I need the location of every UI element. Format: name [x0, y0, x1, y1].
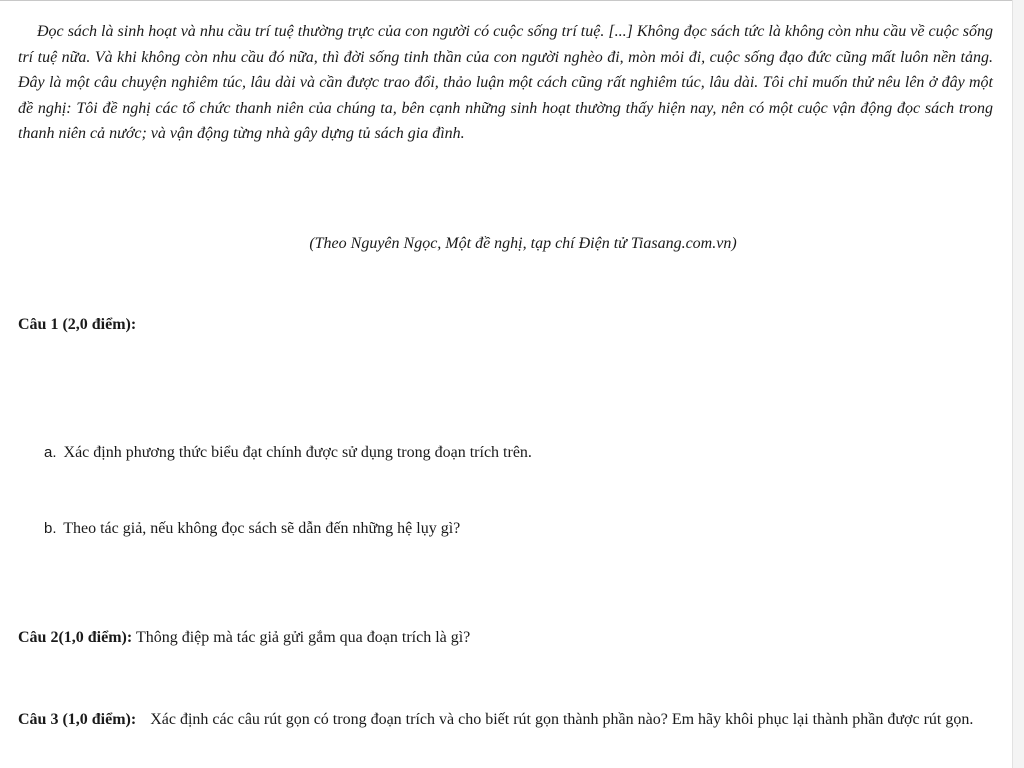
question-1b-text: Theo tác giả, nếu không đọc sách sẽ dẫn đến những hệ lụy gì?	[63, 520, 461, 537]
question-1a-text: Xác định phương thức biểu đạt chính được sử dụng trong đoạn trích trên.	[63, 444, 532, 461]
passage-citation: (Theo Nguyên Ngọc, Một đề nghị, tạp chí Điện tử Tiasang.com.vn)	[309, 235, 737, 252]
question-3	[18, 707, 993, 733]
vertical-scrollbar[interactable]	[1012, 0, 1024, 768]
question-2-text: Thông điệp mà tác giả gửi gắm qua đoạn trích là gì?	[135, 629, 471, 646]
question-1-heading: Câu 1 (2,0 điểm):	[18, 316, 137, 333]
reading-passage: Đọc sách là sinh hoạt và nhu cầu trí tuệ thường trực của con người có cuộc sống trí tuệ. [...] Không đọc sách tức là không còn nhu cầu về cuộc sống trí tuệ nữa. Và khi không còn nhu cầu đó nữa, thì đời sống tinh thần của con người nghèo đi, mòn mỏi đi, cuộc sống đạo đức cũng mất luôn nền tảng. Đây là một câu chuyện nghiêm túc, lâu dài và cần được trao đổi, thảo luận một cách cũng rất nghiêm túc, lâu dài. Tôi chỉ muốn thử nêu lên ở đây một đề nghị: Tôi đề nghị các tổ chức thanh niên của chúng ta, bên cạnh những sinh hoạt thường thấy hiện nay, nên có một cuộc vận động đọc sách trong thanh niên cả nước; và vận động từng nhà gây dựng tủ sách gia đình.	[18, 23, 993, 143]
question-3-text: Xác định các câu rút gọn có trong đoạn trích và cho biết rút gọn thành phần nào? Em hãy khôi phục lại thành phần được rút gọn.	[150, 711, 974, 728]
question-1a	[44, 442, 532, 464]
question-3-heading: Câu 3 (1,0 điểm):	[18, 711, 137, 728]
question-1b	[44, 518, 460, 540]
question-1a-marker: a.	[44, 444, 57, 461]
question-2	[18, 627, 470, 649]
question-2-heading: Câu 2(1,0 điểm):	[18, 629, 133, 646]
question-1b-marker: b.	[44, 520, 57, 537]
